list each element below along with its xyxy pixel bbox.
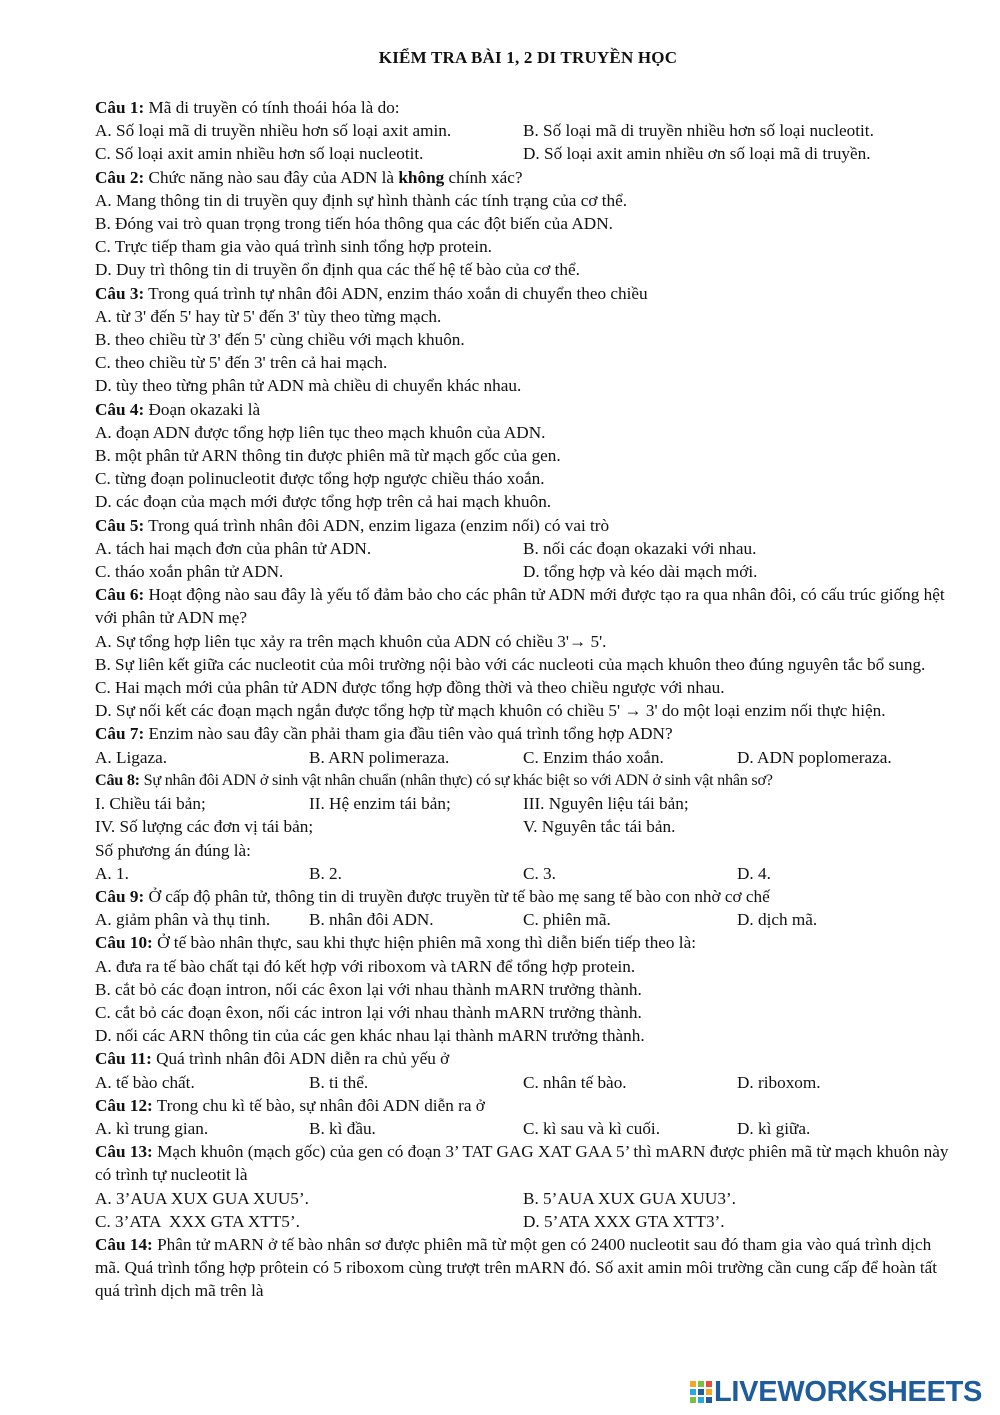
question-13 xyxy=(95,1140,955,1186)
option-c[interactable]: C. Số loại axit amin nhiều hơn số loại nucleotit. xyxy=(95,144,424,164)
option-d[interactable]: D. nối các ARN thông tin của các gen khác nhau lại thành mARN trưởng thành. xyxy=(95,1026,645,1046)
question-label: Câu 14: xyxy=(95,1234,153,1254)
option-a[interactable]: A. từ 3' đến 5' hay từ 5' đến 3' tùy theo từng mạch. xyxy=(95,306,442,326)
question-2 xyxy=(95,166,955,189)
option-a[interactable]: A. tế bào chất. xyxy=(95,1072,195,1092)
option-d[interactable]: D. riboxom. xyxy=(737,1072,821,1092)
question-9 xyxy=(95,885,955,908)
question-label: Câu 11: xyxy=(95,1049,152,1069)
option-d[interactable]: D. ADN poplomeraza. xyxy=(737,747,892,767)
option-c[interactable]: C. nhân tế bào. xyxy=(523,1072,627,1092)
question-label: Câu 9: xyxy=(95,886,145,906)
option-a[interactable]: A. đoạn ADN được tổng hợp liên tục theo mạch khuôn của ADN. xyxy=(95,422,546,442)
question-label: Câu 10: xyxy=(95,933,153,953)
option-d[interactable]: D. kì giữa. xyxy=(737,1118,811,1138)
question-text: Trong chu kì tế bào, sự nhân đôi ADN diễn ra ở xyxy=(152,1095,485,1115)
logo-text: LIVEWORKSHEETS xyxy=(714,1375,983,1408)
option-c[interactable]: C. cắt bỏ các đoạn êxon, nối các intron lại với nhau thành mARN trưởng thành. xyxy=(95,1002,642,1022)
question-label: Câu 6: xyxy=(95,585,145,605)
question-label: Câu 12: xyxy=(95,1095,153,1115)
question-label: Câu 13: xyxy=(95,1142,153,1162)
question-7 xyxy=(95,722,955,745)
question-6 xyxy=(95,583,955,629)
option-a[interactable]: A. giảm phân và thụ tinh. xyxy=(95,910,271,930)
question-label: Câu 4: xyxy=(95,399,145,419)
question-text: Đoạn okazaki là xyxy=(144,399,261,419)
question-label: Câu 3: xyxy=(95,283,145,303)
question-text: Quá trình nhân đôi ADN diễn ra chủ yếu ở xyxy=(151,1049,450,1069)
liveworksheets-logo xyxy=(690,1376,982,1408)
option-d[interactable]: D. Số loại axit amin nhiều ơn số loại mã di truyền. xyxy=(523,144,871,164)
option-d[interactable]: D. Sự nối kết các đoạn mạch ngắn được tổng hợp từ mạch khuôn có chiều 5' → 3' do một loại enzim nối thực hiện. xyxy=(95,701,886,721)
question-label: Câu 7: xyxy=(95,724,145,744)
question-text: Sự nhân đôi ADN ở sinh vật nhân chuẩn (nhân thực) có sự khác biệt so với ADN ở sinh vật nhân sơ? xyxy=(139,770,773,789)
question-text: Hoạt động nào sau đây là yếu tố đảm bảo cho các phân tử ADN mới được tạo ra qua nhân đôi, có cấu trúc giống hệt với phân tử ADN mẹ? xyxy=(95,585,945,628)
option-b[interactable]: B. Số loại mã di truyền nhiều hơn số loại nucleotit. xyxy=(523,121,874,141)
question-label: Câu 8: xyxy=(95,770,140,789)
option-b[interactable]: B. 5’AUA XUX GUA XUU3’. xyxy=(523,1188,736,1208)
options-q12 xyxy=(95,1117,955,1140)
option-a[interactable]: A. kì trung gian. xyxy=(95,1118,209,1138)
option-a[interactable]: A. Mang thông tin di truyền quy định sự hình thành các tính trạng của cơ thể. xyxy=(95,190,628,210)
option-b[interactable]: B. cắt bỏ các đoạn intron, nối các êxon lại với nhau thành mARN trưởng thành. xyxy=(95,979,642,999)
option-d[interactable]: D. 4. xyxy=(737,863,771,883)
option-b[interactable]: B. một phân tử ARN thông tin được phiên mã từ mạch gốc của gen. xyxy=(95,446,561,466)
option-c[interactable]: C. 3’ATA XXX GTA XTT5’. xyxy=(95,1211,300,1231)
options-q11 xyxy=(95,1071,955,1094)
statement-iii: III. Nguyên liệu tái bản; xyxy=(523,794,689,814)
option-d[interactable]: D. tổng hợp và kéo dài mạch mới. xyxy=(523,562,758,582)
options-q8 xyxy=(95,862,955,885)
question-emphasis: không xyxy=(398,167,445,187)
options-q9 xyxy=(95,908,955,931)
question-prompt: Số phương án đúng là: xyxy=(95,840,251,860)
question-text: Enzim nào sau đây cần phải tham gia đầu tiên vào quá trình tổng hợp ADN? xyxy=(144,724,673,744)
option-d[interactable]: D. 5’ATA XXX GTA XTT3’. xyxy=(523,1211,725,1231)
option-a[interactable]: A. tách hai mạch đơn của phân tử ADN. xyxy=(95,538,372,558)
option-c[interactable]: C. từng đoạn polinucleotit được tổng hợp ngược chiều tháo xoắn. xyxy=(95,469,545,489)
question-text: Phân tử mARN ở tế bào nhân sơ được phiên mã từ một gen có 2400 nucleotit sau đó tham gia vào quá trình dịch mã. Quá trình tổng hợp prôtein có 5 riboxom cùng trượt trên mARN đó. Số axit amin môi trường cần cung cấp để hoàn tất quá trình dịch mã trên là xyxy=(95,1234,938,1301)
question-text: Mạch khuôn (mạch gốc) của gen có đoạn 3’ TAT GAG XAT GAA 5’ thì mARN được phiên mã từ mạch khuôn này có trình tự nucleotit là xyxy=(95,1142,949,1185)
question-12 xyxy=(95,1094,955,1117)
question-text: chính xác? xyxy=(444,167,523,187)
option-b[interactable]: B. Đóng vai trò quan trọng trong tiến hóa thông qua các đột biến của ADN. xyxy=(95,214,613,234)
option-b[interactable]: B. ti thể. xyxy=(309,1072,369,1092)
question-text: Trong quá trình tự nhân đôi ADN, enzim tháo xoắn di chuyển theo chiều xyxy=(144,283,648,303)
question-1 xyxy=(95,96,955,119)
option-d[interactable]: D. Duy trì thông tin di truyền ổn định qua các thế hệ tế bào của cơ thể. xyxy=(95,260,580,280)
option-b[interactable]: B. Sự liên kết giữa các nucleotit của môi trường nội bào với các nucleoti của mạch khuôn theo đúng nguyên tắc bổ sung. xyxy=(95,654,926,674)
option-a[interactable]: A. Sự tổng hợp liên tục xảy ra trên mạch khuôn của ADN có chiều 3'→ 5'. xyxy=(95,631,607,651)
option-a[interactable]: A. 3’AUA XUX GUA XUU5’. xyxy=(95,1188,309,1208)
option-a[interactable]: A. Số loại mã di truyền nhiều hơn số loại axit amin. xyxy=(95,121,452,141)
page-title: KIỂM TRA BÀI 1, 2 DI TRUYỀN HỌC xyxy=(378,48,678,67)
option-d[interactable]: D. dịch mã. xyxy=(737,910,818,930)
option-d[interactable]: D. tùy theo từng phân tử ADN mà chiều di chuyển khác nhau. xyxy=(95,376,522,396)
question-text: Ở tế bào nhân thực, sau khi thực hiện phiên mã xong thì diễn biến tiếp theo là: xyxy=(152,933,696,953)
question-text: Ở cấp độ phân tử, thông tin di truyền được truyền từ tế bào mẹ sang tế bào con nhờ cơ chế xyxy=(144,886,770,906)
option-b[interactable]: B. kì đầu. xyxy=(309,1118,376,1138)
question-list xyxy=(95,96,955,1303)
option-c[interactable]: C. theo chiều từ 5' đến 3' trên cả hai mạch. xyxy=(95,353,388,373)
question-text: Chức năng nào sau đây của ADN là xyxy=(144,167,399,187)
question-10 xyxy=(95,931,955,954)
question-label: Câu 2: xyxy=(95,167,145,187)
option-c[interactable]: C. kì sau và kì cuối. xyxy=(523,1118,661,1138)
option-b[interactable]: B. nối các đoạn okazaki với nhau. xyxy=(523,538,757,558)
question-8 xyxy=(95,769,955,792)
question-4 xyxy=(95,398,955,421)
option-a[interactable]: A. 1. xyxy=(95,863,129,883)
statement-i: I. Chiều tái bản; xyxy=(95,794,206,814)
statements-q8 xyxy=(95,792,955,838)
options-q13 xyxy=(95,1187,955,1233)
question-3 xyxy=(95,282,955,305)
option-b[interactable]: B. nhân đôi ADN. xyxy=(309,910,434,930)
option-c[interactable]: C. Hai mạch mới của phân tử ADN được tổng hợp đồng thời và theo chiều ngược với nhau. xyxy=(95,678,725,698)
liveworksheets-logo-icon xyxy=(690,1381,712,1403)
option-c[interactable]: C. 3. xyxy=(523,863,556,883)
option-c[interactable]: C. tháo xoắn phân tử ADN. xyxy=(95,562,284,582)
options-q5 xyxy=(95,537,955,583)
option-b[interactable]: B. 2. xyxy=(309,863,342,883)
question-14 xyxy=(95,1233,955,1303)
option-c[interactable]: C. phiên mã. xyxy=(523,910,611,930)
question-11 xyxy=(95,1047,955,1070)
option-b[interactable]: B. theo chiều từ 3' đến 5' cùng chiều với mạch khuôn. xyxy=(95,330,465,350)
option-a[interactable]: A. Ligaza. xyxy=(95,747,168,767)
option-d[interactable]: D. các đoạn của mạch mới được tổng hợp trên cả hai mạch khuôn. xyxy=(95,492,552,512)
option-b[interactable]: B. ARN polimeraza. xyxy=(309,747,450,767)
question-label: Câu 1: xyxy=(95,98,145,117)
options-q7 xyxy=(95,746,955,769)
option-c[interactable]: C. Trực tiếp tham gia vào quá trình sinh tổng hợp protein. xyxy=(95,237,492,257)
question-text: Trong quá trình nhân đôi ADN, enzim ligaza (enzim nối) có vai trò xyxy=(144,515,610,535)
question-label: Câu 5: xyxy=(95,515,145,535)
statement-ii: II. Hệ enzim tái bản; xyxy=(309,794,451,814)
statement-iv: IV. Số lượng các đơn vị tái bản; xyxy=(95,817,314,837)
option-a[interactable]: A. đưa ra tế bào chất tại đó kết hợp với riboxom và tARN để tổng hợp protein. xyxy=(95,956,636,976)
statement-v: V. Nguyên tắc tái bản. xyxy=(523,817,676,837)
options-q1 xyxy=(95,119,955,165)
question-text: Mã di truyền có tính thoái hóa là do: xyxy=(144,98,400,117)
question-5 xyxy=(95,514,955,537)
option-c[interactable]: C. Enzim tháo xoắn. xyxy=(523,747,664,767)
